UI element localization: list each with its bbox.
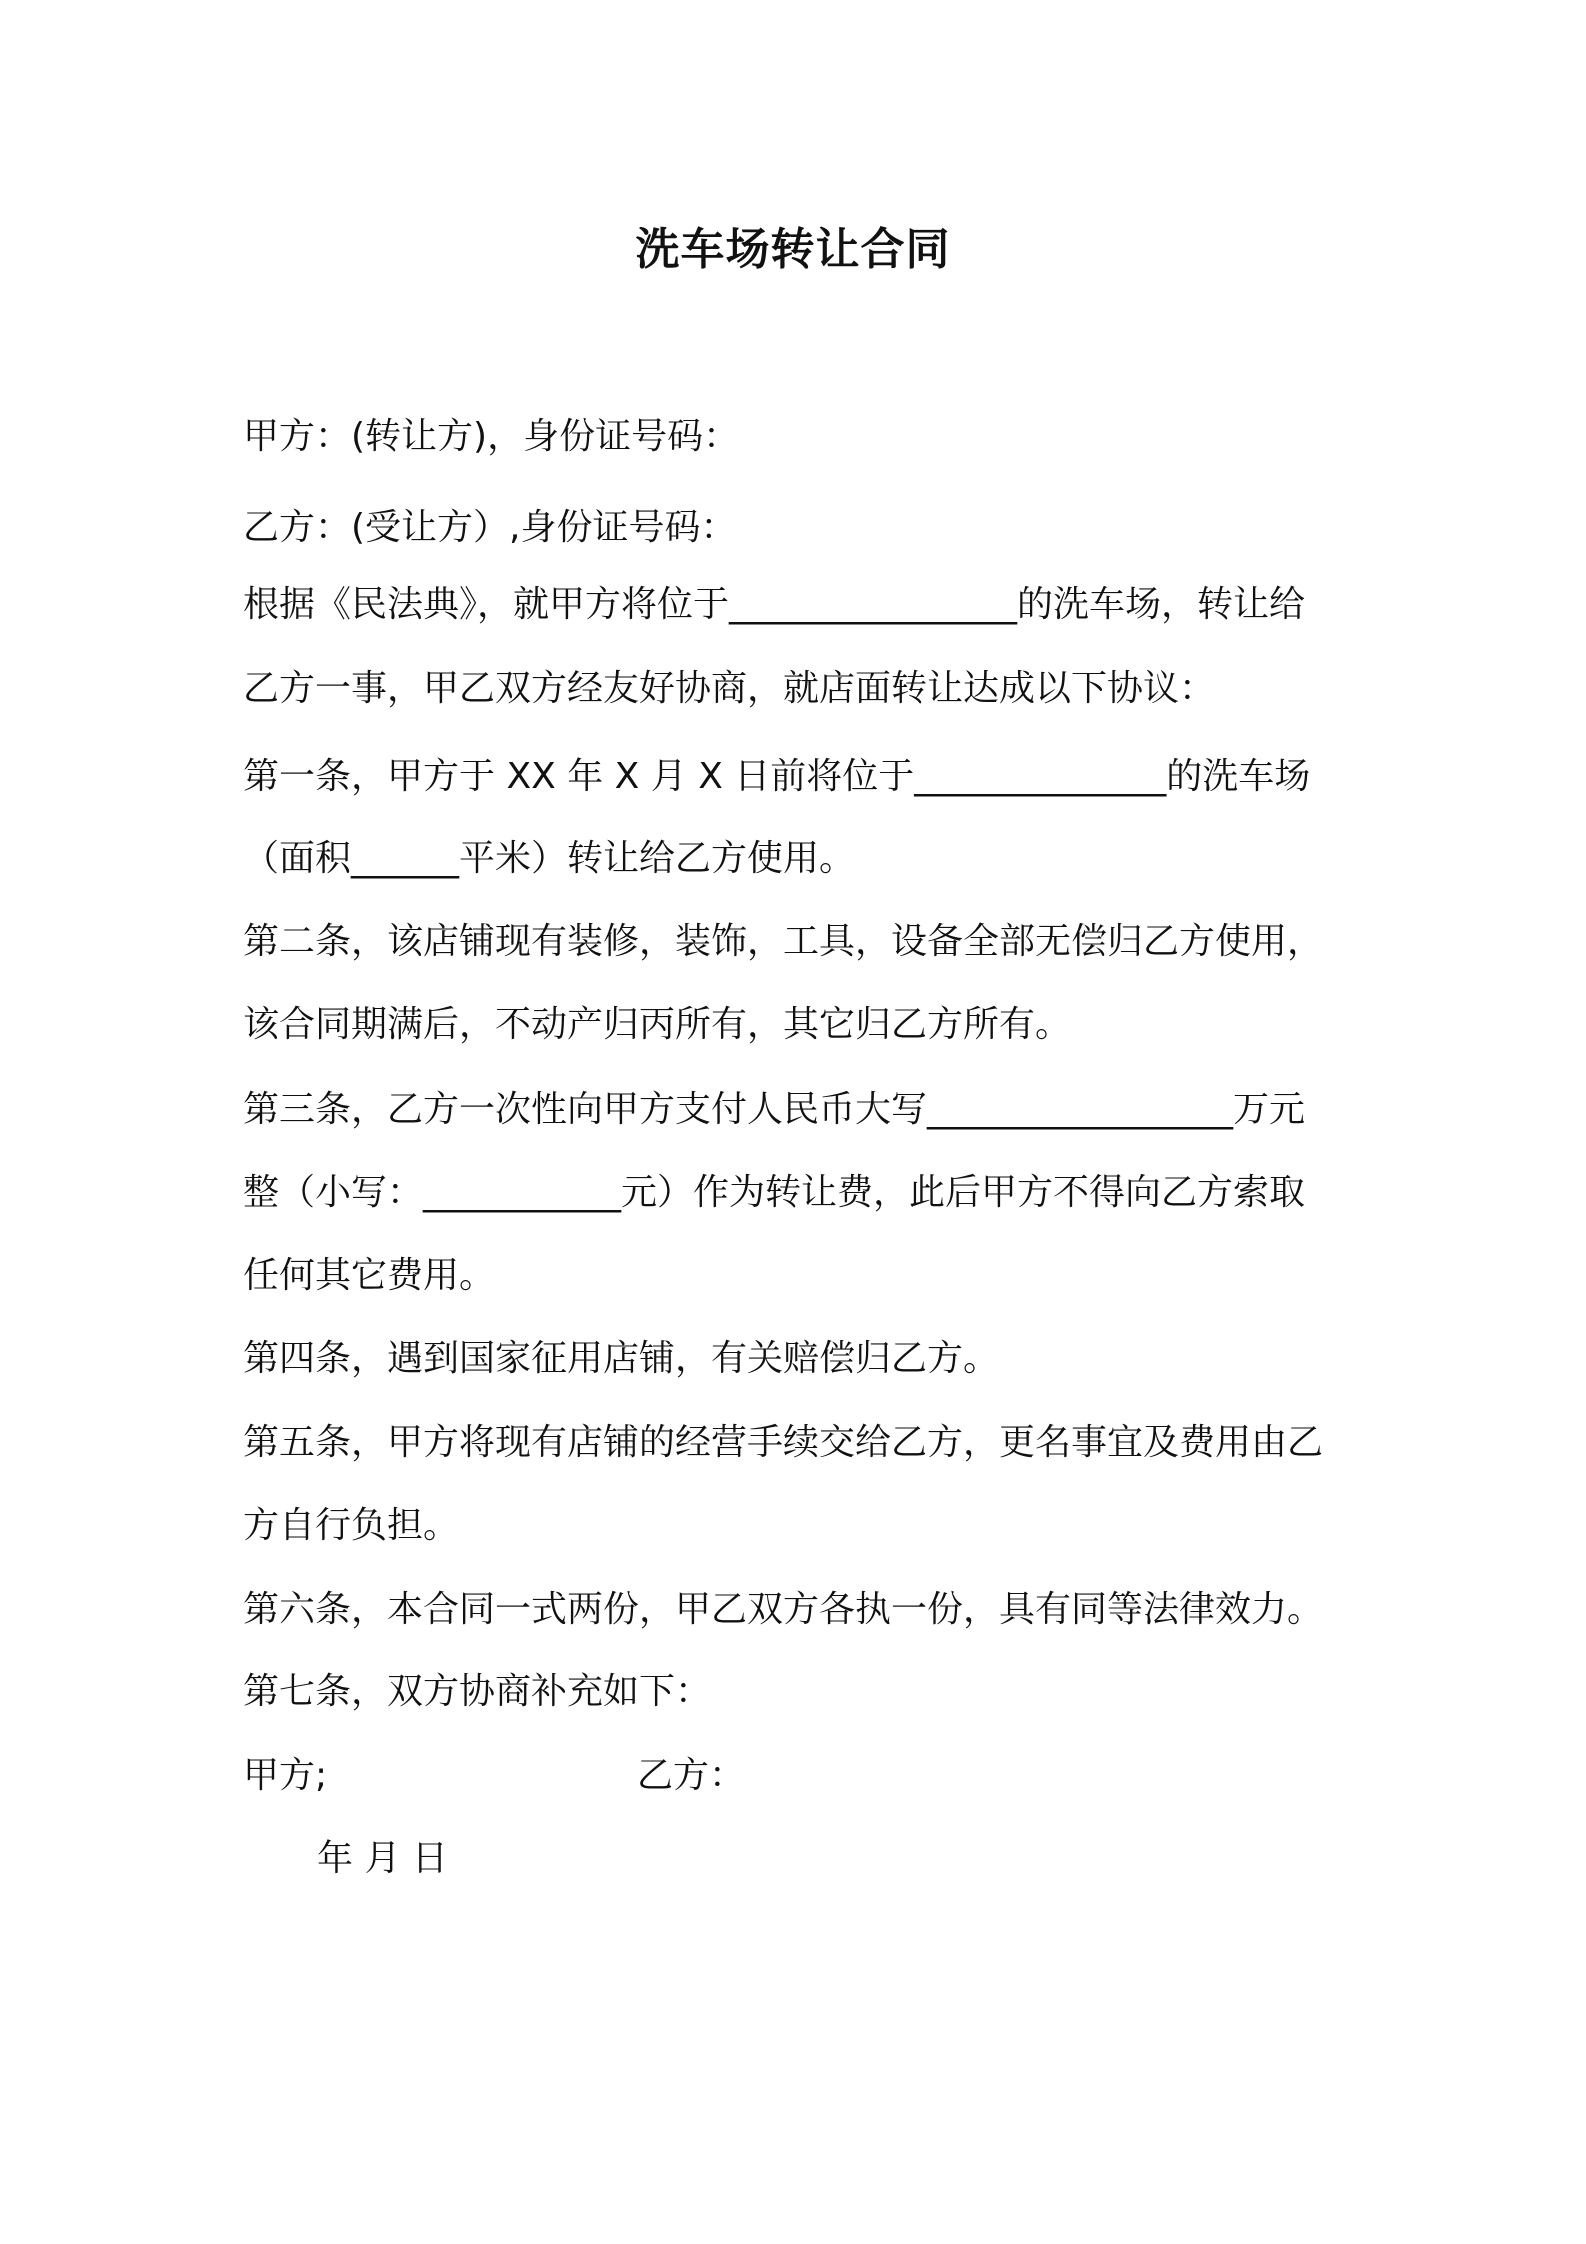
clause-1-line-2: （面积______平米）转让给乙方使用。 — [243, 838, 856, 879]
clause-1-line-1: 第一条，甲方于 XX 年 X 月 X 日前将位于______________的洗车场 — [243, 756, 1311, 797]
preamble-line-2: 乙方一事，甲乙双方经友好协商，就店面转让达成以下协议： — [243, 668, 1216, 709]
clause-4-line: 第四条，遇到国家征用店铺，有关赔偿归乙方。 — [243, 1338, 1000, 1379]
signature-party-b: 乙方： — [637, 1755, 746, 1796]
clause-2-line-2: 该合同期满后，不动产归丙所有，其它归乙方所有。 — [243, 1004, 1072, 1045]
preamble-line-1: 根据《民法典》，就甲方将位于________________的洗车场，转让给 — [243, 584, 1306, 625]
clause-6-line: 第六条，本合同一式两份，甲乙双方各执一份，具有同等法律效力。 — [243, 1589, 1324, 1630]
clause-7-line: 第七条，双方协商补充如下： — [243, 1671, 712, 1712]
signature-party-a: 甲方; — [243, 1755, 328, 1796]
clause-5-line-1: 第五条，甲方将现有店铺的经营手续交给乙方，更名事宜及费用由乙 — [243, 1422, 1324, 1463]
clause-3-line-3: 任何其它费用。 — [243, 1255, 496, 1296]
party-a-line: 甲方：(转让方)，身份证号码： — [243, 416, 740, 457]
signature-date: 年 月 日 — [317, 1838, 448, 1879]
document-title: 洗车场转让合同 — [635, 224, 951, 275]
clause-2-line-1: 第二条，该店铺现有装修，装饰，工具，设备全部无偿归乙方使用， — [243, 921, 1324, 962]
party-b-line: 乙方：(受让方）,身份证号码： — [243, 507, 737, 548]
clause-5-line-2: 方自行负担。 — [243, 1505, 460, 1546]
clause-3-line-1: 第三条，乙方一次性向甲方支付人民币大写_________________万元 — [243, 1089, 1306, 1130]
clause-3-line-2: 整（小写：___________元）作为转让费，此后甲方不得向乙方索取 — [243, 1172, 1306, 1213]
